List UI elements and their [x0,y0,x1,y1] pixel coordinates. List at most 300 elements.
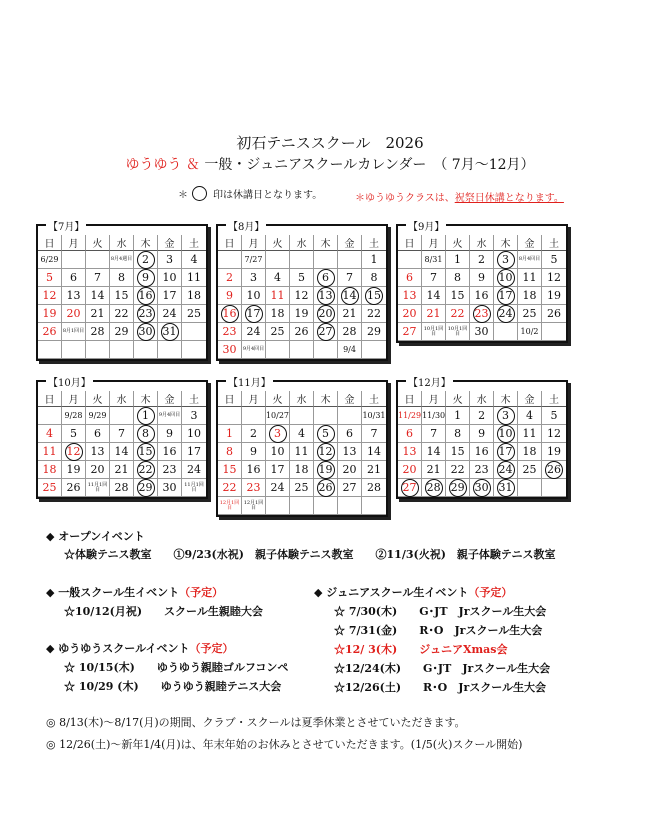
day-cell: 4 [518,407,542,425]
junior-event-heading [314,584,512,600]
day-cell: 12月1回目 [242,497,266,515]
day-cell: 26 [542,305,566,323]
day-cell [494,425,518,443]
day-cell: 8 [446,269,470,287]
month-label: 【12月】 [406,374,453,389]
circle-icon [192,186,207,201]
day-cell [470,479,494,497]
day-cell [542,461,566,479]
day-cell [158,323,182,341]
day-cell [338,497,362,515]
closed-day-circle: 10 [497,269,515,287]
day-cell: 11 [518,269,542,287]
day-cell [494,287,518,305]
day-cell [242,407,266,425]
day-cell: 23 [218,323,242,341]
month-calendar [216,380,388,517]
day-cell [518,479,542,497]
closed-day-circle: 13 [317,287,335,305]
weekday-header: 日 [38,235,62,251]
day-cell: 26 [62,479,86,497]
day-cell: 12 [38,287,62,305]
day-cell [134,461,158,479]
day-cell [494,479,518,497]
closed-day-circle: 30 [473,479,491,497]
day-cell: 17 [158,287,182,305]
day-cell: 12 [542,269,566,287]
closed-day-circle: 12 [65,443,83,461]
page-title: 初石テニススクール 2026 [236,134,424,152]
weekday-header: 木 [314,391,338,407]
day-cell: 10/2 [518,323,542,341]
day-cell: 6/29 [38,251,62,269]
day-cell: 26 [290,323,314,341]
day-cell: 23 [470,461,494,479]
day-cell [470,305,494,323]
day-cell: 25 [290,479,314,497]
day-cell [314,269,338,287]
day-cell [494,269,518,287]
day-cell: 27 [338,479,362,497]
day-cell: 21 [110,461,134,479]
day-cell: 18 [266,305,290,323]
junior-head: ◆ ジュニアスクール生イベント [314,586,469,599]
closed-day-circle: 31 [161,323,179,341]
closed-day-circle: 26 [545,461,563,479]
day-cell: 4 [38,425,62,443]
month-label: 【8月】 [226,218,266,233]
day-cell [266,341,290,359]
weekday-header: 火 [266,391,290,407]
day-cell [134,305,158,323]
day-cell: 3 [242,269,266,287]
day-cell: 28 [338,323,362,341]
weekday-header: 月 [242,391,266,407]
weekday-header: 土 [542,391,566,407]
day-cell: 4 [266,269,290,287]
day-cell [134,407,158,425]
day-cell: 21 [86,305,110,323]
day-cell: 23 [158,461,182,479]
closed-day-circle: 6 [317,269,335,287]
day-cell: 14 [362,443,386,461]
day-cell [242,305,266,323]
day-cell: 24 [158,305,182,323]
weekday-header: 月 [242,235,266,251]
day-cell: 2 [470,251,494,269]
day-cell: 14 [422,443,446,461]
day-cell: 13 [62,287,86,305]
day-cell: 28 [362,479,386,497]
day-cell [218,407,242,425]
day-cell: 14 [110,443,134,461]
day-cell [134,425,158,443]
weekday-header: 火 [266,235,290,251]
month-calendar [36,224,208,361]
day-cell: 9/4 [338,341,362,359]
day-cell: 5 [542,407,566,425]
day-cell: 7 [422,425,446,443]
day-cell: 25 [266,323,290,341]
day-cell: 30 [218,341,242,359]
day-cell: 25 [182,305,206,323]
day-cell: 16 [470,287,494,305]
day-cell: 23 [242,479,266,497]
day-cell [338,287,362,305]
weekday-header: 土 [182,391,206,407]
day-cell: 4 [290,425,314,443]
weekday-header: 日 [218,391,242,407]
notice-part-b: 祝祭日休講となります。 [454,193,564,204]
closed-day-circle: 29 [449,479,467,497]
day-cell: 10月1回目 [422,323,446,341]
weekday-header: 金 [158,235,182,251]
day-cell: 8/31 [422,251,446,269]
day-cell: 12 [290,287,314,305]
day-cell [362,497,386,515]
day-cell [314,443,338,461]
junior-event-item: ☆12/24(木) G･JT Jrスクール生大会 [334,662,551,675]
closed-day-circle: 27 [401,479,419,497]
day-cell: 30 [470,323,494,341]
month-calendar [36,380,208,499]
legend-prefix: ＊ [178,190,188,201]
day-cell [494,305,518,323]
day-cell [314,251,338,269]
month-calendar [396,380,568,499]
day-cell [494,251,518,269]
day-cell [290,251,314,269]
weekday-header: 月 [62,391,86,407]
day-cell: 11 [38,443,62,461]
day-cell: 24 [182,461,206,479]
day-cell [542,323,566,341]
day-cell [110,341,134,359]
closed-day-circle: 23 [473,305,491,323]
day-cell: 9 [218,287,242,305]
closed-day-circle: 30 [137,323,155,341]
weekday-header: 金 [518,391,542,407]
day-cell [134,341,158,359]
day-cell: 8 [446,425,470,443]
open-event-heading: ◆ オープンイベント [46,530,145,543]
day-cell: 19 [542,443,566,461]
closed-day-circle: 27 [317,323,335,341]
day-cell [314,341,338,359]
day-cell: 13 [338,443,362,461]
day-cell: 16 [470,443,494,461]
day-cell: 22 [446,305,470,323]
weekday-header: 水 [110,391,134,407]
day-cell: 21 [422,305,446,323]
day-cell [134,323,158,341]
day-cell [266,425,290,443]
day-cell: 25 [518,461,542,479]
day-cell: 19 [38,305,62,323]
day-cell: 13 [398,443,422,461]
day-cell [314,407,338,425]
weekday-header: 火 [446,235,470,251]
day-cell: 19 [62,461,86,479]
day-cell: 13 [86,443,110,461]
day-cell [290,407,314,425]
day-cell: 11 [266,287,290,305]
day-cell: 6 [398,269,422,287]
day-cell [494,323,518,341]
day-cell: 21 [338,305,362,323]
weekday-header: 金 [518,235,542,251]
day-cell [218,305,242,323]
day-cell [314,305,338,323]
junior-tag: （予定） [468,586,513,599]
day-cell: 7 [86,269,110,287]
day-cell: 8月4週目 [110,251,134,269]
subtitle-main: 一般・ジュニアスクールカレンダー （ 7月～12月） [204,157,535,173]
day-cell [218,251,242,269]
weekday-header: 土 [362,391,386,407]
weekday-header: 月 [62,235,86,251]
day-cell: 11月1回目 [86,479,110,497]
day-cell [134,479,158,497]
day-cell: 6 [398,425,422,443]
day-cell: 29 [110,323,134,341]
day-cell: 8 [218,443,242,461]
day-cell: 18 [518,443,542,461]
junior-event-item: ☆ 7/30(木) G･JT Jrスクール生大会 [334,605,547,618]
day-cell: 18 [38,461,62,479]
closed-day-circle: 29 [137,479,155,497]
day-cell [86,251,110,269]
closed-day-circle: 12 [317,443,335,461]
closed-day-circle: 22 [137,461,155,479]
day-cell: 20 [398,305,422,323]
day-cell: 15 [446,287,470,305]
day-cell: 24 [266,479,290,497]
weekday-header: 木 [494,391,518,407]
junior-event-item: ☆12/26(土) R･O Jrスクール生大会 [334,681,547,694]
closed-day-circle: 14 [341,287,359,305]
day-cell: 21 [422,461,446,479]
closed-day-circle: 16 [221,305,239,323]
weekday-header: 金 [158,391,182,407]
month-label: 【9月】 [406,218,446,233]
day-cell: 9/28 [62,407,86,425]
day-cell: 18 [182,287,206,305]
weekday-header: 月 [422,391,446,407]
day-cell [110,407,134,425]
day-cell: 10/31 [362,407,386,425]
day-cell: 15 [446,443,470,461]
day-cell: 11月1回目 [182,479,206,497]
day-cell: 1 [446,407,470,425]
weekday-header: 木 [134,391,158,407]
day-cell: 10 [182,425,206,443]
closed-day-circle: 17 [497,443,515,461]
day-cell: 14 [86,287,110,305]
closed-day-circle: 10 [497,425,515,443]
day-cell: 9/29 [86,407,110,425]
weekday-header: 金 [338,391,362,407]
day-cell [134,269,158,287]
day-cell [314,287,338,305]
day-cell: 12月1回目 [218,497,242,515]
month-label: 【7月】 [46,218,86,233]
day-cell [314,461,338,479]
day-cell: 19 [542,287,566,305]
weekday-header: 土 [182,235,206,251]
weekday-header: 日 [398,235,422,251]
day-cell: 9月4回目 [158,407,182,425]
day-cell [62,443,86,461]
day-cell [182,323,206,341]
day-cell [422,479,446,497]
yuyu-event-item: ☆ 10/15(木) ゆうゆう親睦ゴルフコンペ [64,661,289,674]
general-event-heading [46,584,223,600]
day-cell: 27 [398,323,422,341]
day-cell: 3 [182,407,206,425]
day-cell [134,443,158,461]
month-label: 【10月】 [46,374,93,389]
day-cell: 20 [86,461,110,479]
day-cell: 6 [86,425,110,443]
day-cell [290,497,314,515]
day-cell [314,323,338,341]
day-cell [38,341,62,359]
day-cell: 19 [290,305,314,323]
day-cell: 9 [470,425,494,443]
day-cell: 10 [242,287,266,305]
weekday-header: 金 [338,235,362,251]
closed-day-circle: 16 [137,287,155,305]
day-cell: 9 [242,443,266,461]
day-cell: 10 [158,269,182,287]
day-cell [266,497,290,515]
weekday-header: 月 [422,235,446,251]
general-event-item: ☆10/12(月祝) スクール生親睦大会 [64,605,263,618]
weekday-header: 日 [38,391,62,407]
day-cell [266,251,290,269]
day-cell [62,341,86,359]
day-cell: 4 [182,251,206,269]
closed-day-circle: 31 [497,479,515,497]
weekday-header: 水 [290,235,314,251]
closed-day-circle: 5 [317,425,335,443]
day-cell: 16 [158,443,182,461]
closed-day-circle: 23 [137,305,155,323]
weekday-header: 木 [494,235,518,251]
yuyu-event-heading [46,640,234,656]
weekday-header: 火 [86,235,110,251]
closed-day-circle: 28 [425,479,443,497]
day-cell [494,407,518,425]
day-cell: 6 [338,425,362,443]
day-cell: 2 [218,269,242,287]
day-cell: 21 [362,461,386,479]
day-cell: 25 [518,305,542,323]
weekday-header: 日 [218,235,242,251]
general-tag: （予定） [179,586,224,599]
yuyu-notice [355,189,564,204]
day-cell: 11 [290,443,314,461]
day-cell: 2 [242,425,266,443]
day-cell: 25 [38,479,62,497]
weekday-header: 水 [110,235,134,251]
closed-day-circle: 15 [365,287,383,305]
day-cell: 8 [110,269,134,287]
day-cell: 28 [110,479,134,497]
day-cell: 26 [38,323,62,341]
day-cell: 22 [110,305,134,323]
day-cell: 12 [542,425,566,443]
closed-day-circle: 1 [137,407,155,425]
day-cell: 7 [338,269,362,287]
month-calendar [396,224,568,343]
closed-day-circle: 24 [497,461,515,479]
day-cell [446,479,470,497]
junior-event-item: ☆12/ 3(木) ジュニアXmas会 [334,643,508,656]
day-cell [182,341,206,359]
closed-day-circle: 8 [137,425,155,443]
closed-day-circle: 2 [137,251,155,269]
yuyu-head: ◆ ゆうゆうスクールイベント [46,642,190,655]
day-cell: 20 [338,461,362,479]
day-cell: 1 [362,251,386,269]
day-cell: 9 [470,269,494,287]
day-cell: 15 [218,461,242,479]
day-cell [362,341,386,359]
day-cell [62,251,86,269]
day-cell: 9 [158,425,182,443]
day-cell: 29 [362,323,386,341]
notice-part-a: ＊ゆうゆうクラスは、 [355,193,455,204]
day-cell: 7 [422,269,446,287]
day-cell: 8月1回目 [62,323,86,341]
day-cell: 22 [218,479,242,497]
day-cell [338,407,362,425]
day-cell: 6 [62,269,86,287]
day-cell [290,341,314,359]
footer-note-summer: ◎ 8/13(木)～8/17(月)の期間、クラブ・スクールは夏季休業とさせていただきます。 [46,716,466,729]
closed-day-circle: 3 [497,407,515,425]
day-cell: 7 [110,425,134,443]
day-cell [134,251,158,269]
weekday-header: 土 [362,235,386,251]
day-cell [398,479,422,497]
day-cell: 13 [398,287,422,305]
day-cell [362,287,386,305]
day-cell: 17 [182,443,206,461]
day-cell: 20 [62,305,86,323]
day-cell [38,407,62,425]
day-cell: 11/30 [422,407,446,425]
day-cell: 20 [398,461,422,479]
footer-note-newyear: ◎ 12/26(土)～新年1/4(月)は、年末年始のお休みとさせていただきます。(1/5(火)スクール開始) [46,738,523,751]
closed-day-circle: 15 [137,443,155,461]
day-cell: 5 [290,269,314,287]
day-cell: 17 [266,461,290,479]
day-cell: 7 [362,425,386,443]
general-head: ◆ 一般スクール生イベント [46,586,180,599]
weekday-header: 木 [314,235,338,251]
day-cell: 10 [266,443,290,461]
day-cell: 11/29 [398,407,422,425]
day-cell: 10月1回目 [446,323,470,341]
day-cell [338,251,362,269]
day-cell: 11 [182,269,206,287]
weekday-header: 木 [134,235,158,251]
day-cell: 14 [422,287,446,305]
day-cell: 22 [446,461,470,479]
